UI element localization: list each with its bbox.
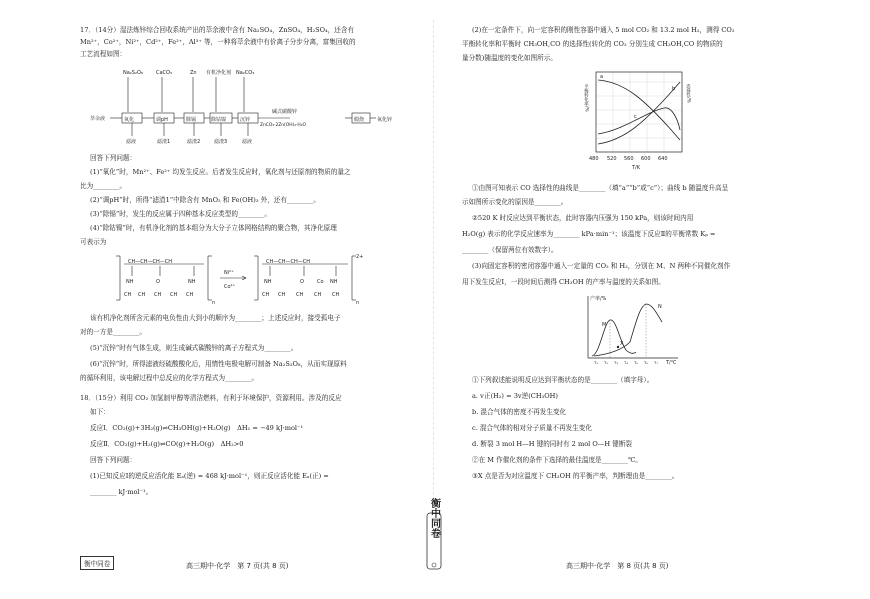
svg-text:n: n	[356, 300, 360, 306]
q18-part1-line-2: ________ kJ·mol⁻¹。	[90, 488, 153, 496]
svg-text:CH: CH	[186, 292, 194, 298]
chart2-xtick-7: T₇	[654, 360, 658, 365]
center-logo	[426, 498, 442, 570]
q18-intro-line-2: 如下：	[90, 408, 110, 416]
q17-part6-line-1: (6)“沉锌”时，所得滤液经硫酸酸化后，用惰性电极电解可制备 Na₂S₂O₈，从而实现原料	[90, 360, 347, 368]
flow-calcine: 煅烧	[354, 117, 365, 123]
q17-part1-line-2: 比为________。	[80, 182, 127, 190]
q18-option-b: b. 混合气体的密度不再发生变化	[472, 408, 567, 416]
svg-text:O: O	[300, 279, 304, 285]
flow-step-3: 除镉	[186, 117, 197, 123]
svg-text:NH: NH	[264, 279, 272, 285]
flow-reagent-4: 有机净化剂	[206, 70, 232, 76]
chart2-xtick-4: T₄	[624, 360, 628, 365]
flow-reagent-2: CaCO₃	[156, 70, 172, 76]
q18-option-a: a. v正(H₂) = 3v逆(CH₃OH)	[472, 392, 558, 400]
center-logo-text: 衡中同卷	[428, 498, 440, 538]
q18-part2-q1-line-2: 示如图所示变化的原因是________。	[462, 198, 568, 206]
svg-text:CH: CH	[296, 292, 304, 298]
curve-label-m: M	[602, 322, 607, 328]
curve-m	[592, 320, 636, 356]
chart2-xtick-5: T₅	[634, 360, 638, 365]
q18-answer-prompt: 回答下列问题：	[90, 456, 137, 464]
flow-step-4: 除钴镍	[211, 117, 227, 123]
chart2-xtick-1: T₁	[594, 360, 598, 365]
q17-part1-line-1: (1)“氧化”时，Mn²⁺、Fe²⁺ 均发生反应。后者发生反应时，氧化剂与还原剂的物质的量之	[90, 168, 351, 176]
q18-part3-q3: ③X 点是否为对应温度下 CH₃OH 的平衡产率，判断理由是________。	[472, 472, 679, 480]
chart2-xtick-3: T₃	[614, 360, 618, 365]
q17-part4-line-4: 对的一方是________。	[80, 328, 146, 336]
q18-reaction-2: 反应Ⅱ．CO₂(g)+H₂(g)⇌CO(g)+H₂O(g) ΔH₂>0	[90, 440, 244, 448]
svg-text:CH: CH	[262, 292, 270, 298]
q17-part4-line-1: (4)“除钴镍”时，有机净化剂的基本组分为大分子立体网格结构的聚合物，其净化原理	[90, 224, 337, 232]
svg-text:CH—CH—CH—CH: CH—CH—CH—CH	[128, 259, 173, 265]
q18-part3-intro-line-2: 用下发生反应Ⅰ，一段时间后测得 CH₃OH 的产率与温度的关系如图。	[462, 278, 665, 286]
svg-text:CH: CH	[124, 292, 132, 298]
svg-text:CH: CH	[332, 292, 340, 298]
q18-option-d: d. 断裂 3 mol H—H 键的同时有 2 mol O—H 键断裂	[472, 440, 633, 448]
brand-badge: 衡中同卷	[80, 556, 114, 570]
curve-label-b: b	[672, 86, 676, 92]
flow-reagent-3: Zn	[190, 70, 197, 76]
svg-text:CH: CH	[314, 292, 322, 298]
flow-step-1: 氧化	[124, 117, 135, 123]
q18-part3-q1: ①下列叙述能说明反应达到平衡状态的是________（填字母）。	[472, 376, 654, 384]
flow-output-1: 滤液	[126, 139, 137, 145]
point-x-label: X	[620, 341, 624, 347]
q18-part2-intro-line-1: (2)在一定条件下，向一定容积的刚性容器中通入 5 mol CO₂ 和 13.2 mol H₂，测得 CO₂	[472, 26, 735, 34]
chart1-xtick-5: 640	[658, 156, 668, 162]
q17-part4-line-2: 可表示为	[80, 238, 107, 246]
svg-text:NH: NH	[126, 279, 134, 285]
curve-c	[598, 108, 680, 134]
right-page-number: 高三期中·化学 第 8 页(共 8 页)	[566, 562, 669, 570]
flow-reagent-5: Na₂CO₃	[236, 70, 255, 76]
q17-part6-line-2: 的循环利用，该电解过程中总反应的化学方程式为________。	[80, 374, 259, 382]
flow-basic-carbonate: 碱式碳酸锌	[272, 109, 298, 115]
chart2-xtick-2: T₂	[604, 360, 608, 365]
flow-reagent-1: Na₂S₂O₈	[123, 70, 143, 76]
q18-part2-q2-line-1: ②520 K 时反应达到平衡状态，此时容器内压强为 150 kPa，则该时间内用	[472, 214, 694, 222]
chart1-xtick-1: 480	[589, 156, 599, 162]
curve-label-c: c	[634, 114, 637, 120]
q17-part5: (5)“沉锌”时有气体生成，则生成碱式碳酸锌的离子方程式为________。	[90, 344, 298, 352]
q17-part4-line-3: 该有机净化剂所含元素的电负性由大到小的顺序为________；上述反应时，接受孤电子	[90, 314, 341, 322]
curve-b	[598, 82, 680, 144]
svg-text:CH: CH	[278, 292, 286, 298]
chart-methanol-yield	[574, 292, 684, 370]
flow-formula: ZnCO₃·2Zn(OH)₂·H₂O	[260, 123, 306, 128]
svg-text:CH: CH	[138, 292, 146, 298]
svg-text:NH: NH	[188, 279, 196, 285]
chart2-xlabel: T/℃	[666, 360, 677, 366]
curve-label-a: a	[600, 74, 604, 80]
flow-step-5: 沉锌	[240, 117, 251, 123]
flow-step-2: 调pH	[156, 117, 168, 123]
left-page-number: 高三期中·化学 第 7 页(共 8 页)	[186, 562, 289, 570]
point-x	[617, 346, 619, 348]
page-fold-line	[433, 20, 434, 500]
svg-text:O: O	[156, 279, 160, 285]
q18-option-c: c. 混合气体的相对分子质量不再发生变化	[472, 424, 592, 432]
q17-part3: (3)“除镉”时，发生的反应属于四种基本反应类型的________。	[90, 210, 271, 218]
svg-text:CH—CH—CH—CH: CH—CH—CH—CH	[266, 259, 311, 265]
flow-output-3: 滤渣2	[187, 139, 201, 145]
chart1-ylabel-right: 选择性/%	[685, 84, 691, 103]
q18-part3-q2: ②在 M 作催化剂的条件下选择的最佳温度是________℃。	[472, 456, 642, 464]
q18-part2-intro-line-2: 平衡转化率和平衡时 CH₃OH,CO 的选择性(转化的 CO₂ 分别生成 CH₃OH,CO 的物质的	[462, 40, 723, 48]
chart1-xtick-2: 520	[607, 156, 617, 162]
curve-label-n: N	[658, 304, 662, 310]
polymer-reagent: Ni²⁺	[224, 270, 234, 276]
svg-text:2+: 2+	[356, 254, 364, 260]
chart1-xlabel: T/K	[632, 165, 641, 171]
flow-start: 萃余液	[90, 116, 106, 122]
q18-part2-q2-line-2: H₂O(g) 表示的化学反应速率为________ kPa·min⁻¹；该温度下反应Ⅱ的平衡常数 Kₚ =	[462, 230, 716, 238]
q17-intro-line-1: 17．（14分）湿法炼锌综合回收系统产出的萃余液中含有 Na₂SO₄，ZnSO₄，H₂SO₄，还含有	[80, 26, 355, 34]
q18-part2-q2-line-3: ________（保留两位有效数字）。	[462, 246, 558, 254]
svg-text:CH: CH	[154, 292, 162, 298]
q18-part3-intro-line-1: (3)向固定容积的密闭容器中通入一定量的 CO₂ 和 H₂，分别在 M、N 两种不同催化剂作	[472, 262, 731, 270]
chart2-xtick-6: T₆	[644, 360, 648, 365]
q18-intro-line-1: 18．（15分）利用 CO₂ 加氢制甲醇等清洁燃料，有利于环境保护，资源利用。涉及的反应	[80, 394, 342, 402]
q18-part2-q1-line-1: ①由图可知表示 CO 选择性的曲线是________（填“a”“b”或“c”）；曲线 b 随温度升高呈	[472, 184, 729, 192]
svg-text:NH: NH	[330, 279, 338, 285]
flow-output-2: 滤渣1	[157, 139, 171, 145]
q17-answer-prompt: 回答下列问题：	[90, 154, 137, 162]
q17-part2: (2)“调pH”时，所得“滤渣1”中除含有 MnO₂ 和 Fe(OH)₃ 外，还有________。	[90, 196, 320, 204]
flow-product: 氧化锌	[377, 117, 393, 123]
q17-intro-line-2: Mn²⁺，Co²⁺，Ni²⁺，Cd²⁺，Fe²⁺，Al³⁺ 等，一种将萃余液中有价离子分步分离，富集回收的	[80, 38, 356, 46]
polymer-reaction-diagram	[108, 250, 378, 308]
process-flow-diagram	[90, 64, 393, 148]
chart1-ylabel-left: 平衡转化率/%	[583, 84, 589, 112]
svg-text:n: n	[212, 300, 216, 306]
flow-output-5: 滤液	[242, 139, 253, 145]
polymer-reagent-2: Co²⁺	[224, 284, 236, 290]
chart1-xtick-3: 560	[624, 156, 634, 162]
q18-part1-line-1: (1)已知反应Ⅰ的逆反应活化能 Eₐ(逆) = 468 kJ·mol⁻¹，则正反应活化能 Eₐ(正) =	[90, 472, 329, 480]
chart2-ylabel: 产率/%	[590, 296, 607, 302]
chart1-xtick-4: 600	[641, 156, 651, 162]
svg-text:CH: CH	[170, 292, 178, 298]
chart-conversion-selectivity	[574, 68, 700, 174]
q17-intro-line-3: 工艺流程如图：	[80, 50, 127, 58]
flow-output-4: 滤渣3	[214, 139, 228, 145]
q18-part2-intro-line-3: 量分数)随温度的变化如图所示。	[462, 54, 557, 62]
polymer-metal: Co	[317, 279, 324, 285]
q18-reaction-1: 反应Ⅰ．CO₂(g)+3H₂(g)⇌CH₃OH(g)+H₂O(g) ΔH₁ = −49 kJ·mol⁻¹	[90, 424, 304, 432]
